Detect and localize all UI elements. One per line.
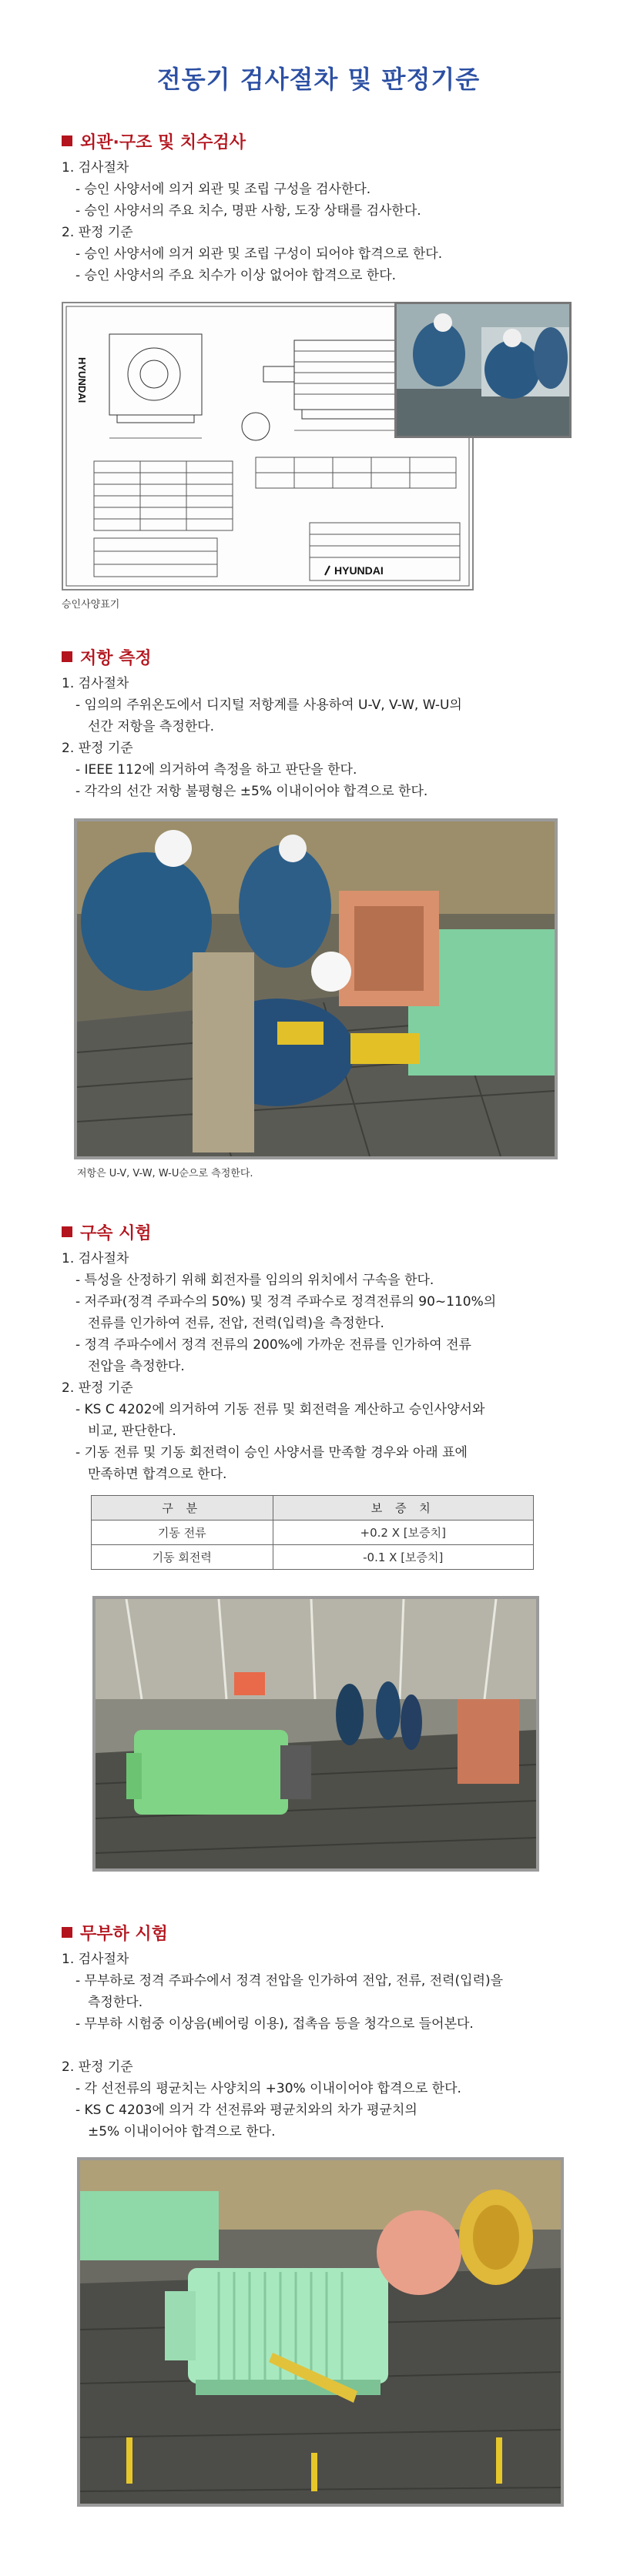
- bullet-square-icon: [62, 651, 72, 662]
- drawing-brand-vertical: HYUNDAI: [76, 357, 88, 403]
- text-line: - 무부하 시험중 이상음(베어링 이용), 접촉음 등을 청각으로 들어본다.: [75, 2016, 474, 2032]
- text-line: - 승인 사양서에 의거 외관 및 조립 구성이 되어야 합격으로 한다.: [75, 246, 443, 262]
- table-row: [92, 1521, 534, 1545]
- step-label: 1. 검사절차: [62, 676, 129, 691]
- step-label: 1. 검사절차: [62, 1251, 129, 1266]
- table-row: [92, 1545, 534, 1570]
- drawing-brand-logo: HYUNDAI: [334, 564, 384, 577]
- text-line: - 승인 사양서의 주요 치수, 명판 사항, 도장 상태를 검사한다.: [75, 203, 421, 219]
- section-heading-locked-rotor: 구속 시험: [62, 1220, 152, 1244]
- text-line: - 각각의 선간 저항 불평형은 ±5% 이내이어야 합격으로 한다.: [75, 784, 428, 799]
- locked-rotor-test-photo: [92, 1596, 539, 1872]
- image-caption: 승인사양표기: [62, 599, 120, 611]
- text-line: - 각 선전류의 평균치는 사양치의 +30% 이내이어야 합격으로 한다.: [75, 2081, 461, 2096]
- text-line: 전압을 측정한다.: [88, 1359, 185, 1374]
- text-line: - 특성을 산정하기 위해 회전자를 임의의 위치에서 구속을 한다.: [75, 1273, 434, 1288]
- section-heading-no-load: 무부하 시험: [62, 1921, 168, 1945]
- step-label: 2. 판정 기준: [62, 225, 133, 240]
- table-cell: +0.2 X [보증치]: [273, 1521, 534, 1545]
- text-line: - KS C 4203에 의거 각 선전류와 평균치와의 차가 평균치의: [75, 2103, 417, 2118]
- table-cell: 기동 전류: [92, 1521, 273, 1545]
- bullet-square-icon: [62, 1927, 72, 1938]
- text-line: - 정격 주파수에서 정격 전류의 200%에 가까운 전류를 인가하여 전류: [75, 1337, 471, 1353]
- step-label: 2. 판정 기준: [62, 2059, 133, 2075]
- table-header-row: [92, 1496, 534, 1521]
- text-line: - 무부하로 정격 주파수에서 정격 전압을 인가하여 전압, 전류, 전력(입력)을: [75, 1973, 504, 1989]
- text-line: 만족하면 합격으로 한다.: [88, 1467, 227, 1482]
- text-line: - KS C 4202에 의거하여 기동 전류 및 회전력을 계산하고 승인사양서와: [75, 1402, 485, 1417]
- no-load-test-photo: [77, 2157, 564, 2507]
- section-heading-appearance: 외관·구조 및 치수검사: [62, 129, 246, 153]
- step-label: 2. 판정 기준: [62, 1380, 133, 1396]
- page-title: 전동기 검사절차 및 판정기준: [156, 65, 481, 94]
- section-heading-resistance: 저항 측정: [62, 645, 152, 669]
- text-line: - 저주파(정격 주파수의 50%) 및 정격 주파수로 정격전류의 90~110%의: [75, 1294, 497, 1310]
- image-caption: 저항은 U-V, V-W, W-U순으로 측정한다.: [77, 1168, 253, 1179]
- text-line: 선간 저항을 측정한다.: [88, 719, 215, 734]
- table-header: 구 분: [92, 1496, 273, 1521]
- text-line: - 기동 전류 및 기동 회전력이 승인 사양서를 만족할 경우와 아래 표에: [75, 1445, 468, 1460]
- text-line: ±5% 이내이어야 합격으로 한다.: [88, 2124, 276, 2139]
- text-line: - 임의의 주위온도에서 디지털 저항계를 사용하여 U-V, V-W, W-U의: [75, 698, 462, 713]
- text-line: 전류를 인가하여 전류, 전압, 전력(입력)을 측정한다.: [88, 1316, 384, 1331]
- table-cell: -0.1 X [보증치]: [273, 1545, 534, 1570]
- text-line: 비교, 판단한다.: [88, 1423, 176, 1439]
- table-header: 보 증 치: [273, 1496, 534, 1521]
- bullet-square-icon: [62, 135, 72, 146]
- text-line: 측정한다.: [88, 1995, 143, 2010]
- text-line: - IEEE 112에 의거하여 측정을 하고 판단을 한다.: [75, 762, 357, 778]
- bullet-square-icon: [62, 1226, 72, 1237]
- step-label: 1. 검사절차: [62, 160, 129, 176]
- resistance-test-photo: [74, 818, 558, 1159]
- text-line: - 승인 사양서에 의거 외관 및 조립 구성을 검사한다.: [75, 182, 371, 197]
- guarantee-table: [91, 1495, 534, 1570]
- step-label: 2. 판정 기준: [62, 741, 133, 756]
- step-label: 1. 검사절차: [62, 1952, 129, 1967]
- text-line: - 승인 사양서의 주요 치수가 이상 없어야 합격으로 한다.: [75, 268, 397, 283]
- inspection-photo: [394, 302, 572, 438]
- table-cell: 기동 회전력: [92, 1545, 273, 1570]
